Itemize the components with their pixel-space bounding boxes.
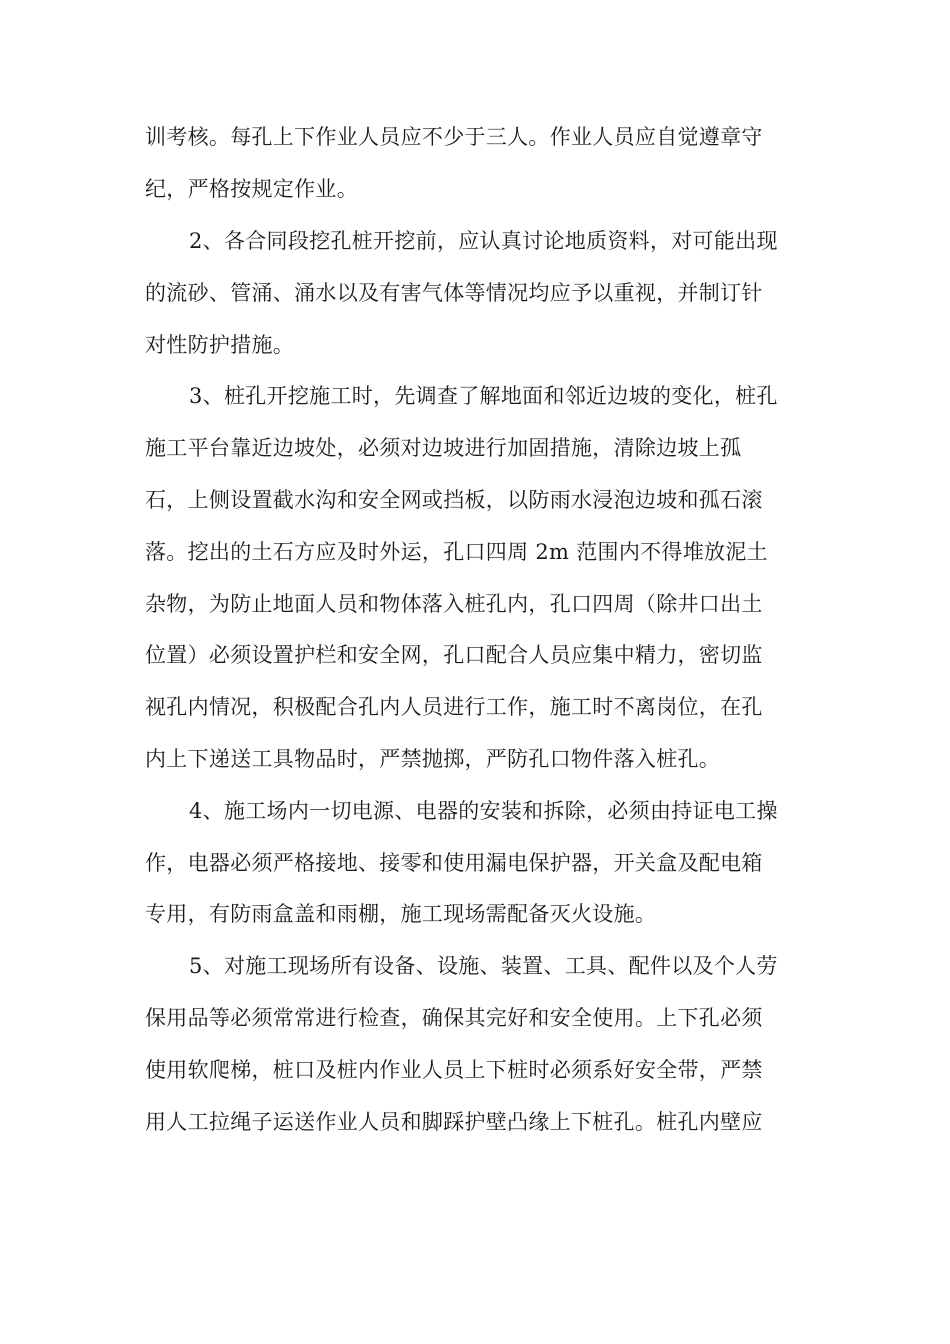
paragraph-3-line-6: 位置）必须设置护栏和安全网，孔口配合人员应集中精力，密切监 bbox=[145, 643, 763, 667]
paragraph-2-line-1: 2、各合同段挖孔桩开挖前，应认真讨论地质资料，对可能出现 bbox=[189, 229, 778, 253]
paragraph-3-line-5: 杂物，为防止地面人员和物体落入桩孔内，孔口四周（除井口出土 bbox=[145, 592, 763, 616]
paragraph-3-line-1: 3、桩孔开挖施工时，先调查了解地面和邻近边坡的变化，桩孔 bbox=[189, 384, 778, 408]
text-line-2: 纪，严格按规定作业。 bbox=[145, 177, 358, 201]
paragraph-4-line-3: 专用，有防雨盒盖和雨棚，施工现场需配备灭火设施。 bbox=[145, 902, 657, 926]
paragraph-3-line-7: 视孔内情况，积极配合孔内人员进行工作，施工时不离岗位，在孔 bbox=[145, 695, 763, 719]
paragraph-5-line-1: 5、对施工现场所有设备、设施、装置、工具、配件以及个人劳 bbox=[189, 954, 778, 978]
paragraph-3-line-4: 落。挖出的土石方应及时外运，孔口四周 2m 范围内不得堆放泥土 bbox=[145, 540, 768, 564]
paragraph-3-line-2: 施工平台靠近边坡处，必须对边坡进行加固措施，清除边坡上孤 bbox=[145, 436, 742, 460]
paragraph-5-line-4: 用人工拉绳子运送作业人员和脚踩护壁凸缘上下桩孔。桩孔内壁应 bbox=[145, 1110, 763, 1134]
paragraph-4-line-1: 4、施工场内一切电源、电器的安装和拆除，必须由持证电工操 bbox=[189, 799, 778, 823]
paragraph-2-line-2: 的流砂、管涌、涌水以及有害气体等情况均应予以重视，并制订针 bbox=[145, 281, 763, 305]
text-line-1: 训考核。每孔上下作业人员应不少于三人。作业人员应自觉遵章守 bbox=[145, 125, 763, 149]
paragraph-3-line-8: 内上下递送工具物品时，严禁抛掷，严防孔口物件落入桩孔。 bbox=[145, 747, 721, 771]
paragraph-3-line-3: 石，上侧设置截水沟和安全网或挡板，以防雨水浸泡边坡和孤石滚 bbox=[145, 488, 763, 512]
paragraph-2-line-3: 对性防护措施。 bbox=[145, 333, 295, 357]
paragraph-5-line-3: 使用软爬梯，桩口及桩内作业人员上下桩时必须系好安全带，严禁 bbox=[145, 1058, 763, 1082]
paragraph-4-line-2: 作，电器必须严格接地、接零和使用漏电保护器，开关盒及配电箱 bbox=[145, 851, 763, 875]
paragraph-5-line-2: 保用品等必须常常进行检查，确保其完好和安全使用。上下孔必须 bbox=[145, 1006, 763, 1030]
